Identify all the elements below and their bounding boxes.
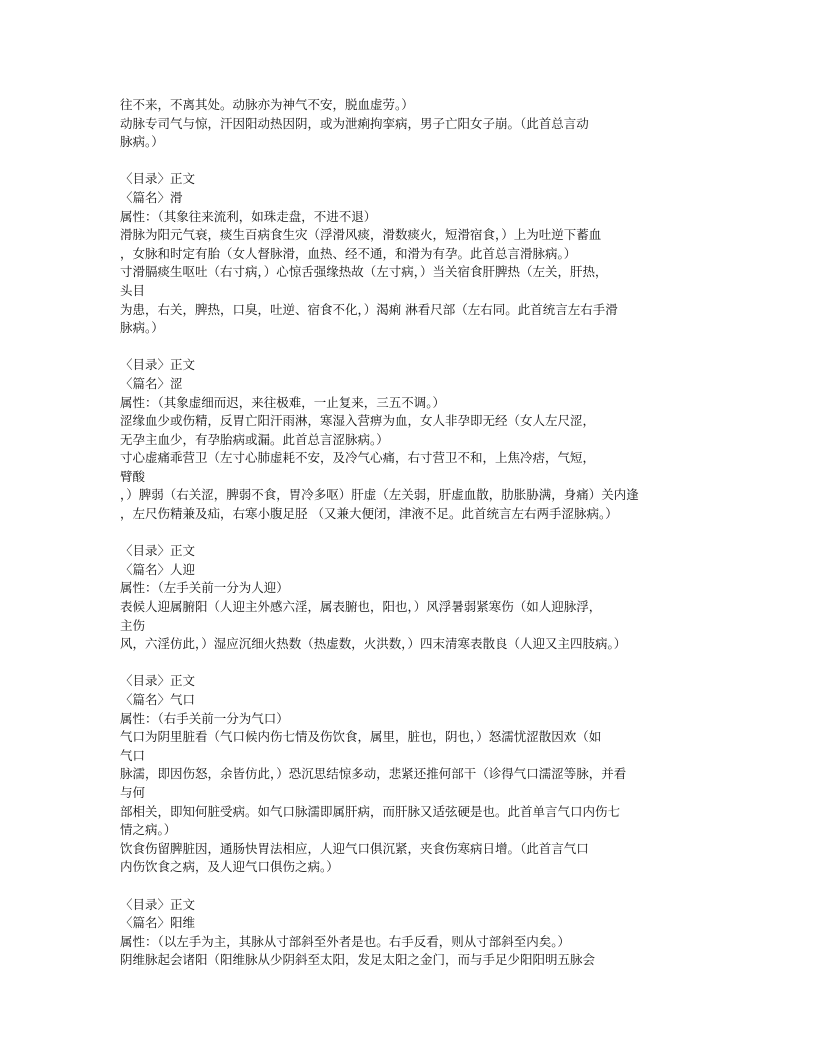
blank-line [120, 338, 700, 357]
text-line: 〈目录〉正文 [120, 357, 196, 373]
text-line: ，女脉和时定有胎（女人督脉滑，血热、经不通，和滑为有孕。此首总言滑脉病。） [120, 245, 577, 261]
text-line: 内伤饮食之病，及人迎气口俱伤之病。） [120, 859, 339, 875]
blank-line [120, 524, 700, 543]
blank-line [120, 654, 700, 673]
text-line: 〈目录〉正文 [120, 171, 196, 187]
text-line: 属性：（其象虚细而迟，来往极难，一止复来，三五不调。） [120, 394, 446, 410]
text-line: 〈篇名〉滑 [120, 189, 183, 205]
text-line: 头目 [120, 282, 146, 298]
blank-line [120, 877, 700, 896]
text-line: 情之病。） [120, 822, 177, 838]
text-line: 饮食伤留脾脏因，通肠快胃法相应，人迎气口俱沉紧，夹食伤寒病日增。（此首言气口 [120, 840, 589, 856]
text-line: 〈篇名〉人迎 [120, 561, 196, 577]
text-line: 主伤 [120, 617, 146, 633]
text-line: 阴维脉起会诸阳（阳维脉从少阴斜至太阳，发足太阳之金门，而与手足少阳阳明五脉会 [120, 952, 596, 968]
text-line: 〈目录〉正文 [120, 896, 196, 912]
text-line: 臂酸 [120, 468, 146, 484]
text-line: ，左尺伤精兼及疝，右寒小腹足胫 （又兼大便闭，津液不足。此首统言左右两手涩脉病。） [120, 506, 618, 522]
text-line: 气口为阴里脏看（气口候内伤七情及伤饮食，属里，脏也，阴也，）怒濡忧涩散因欢（如 [120, 729, 602, 745]
text-line: 〈目录〉正文 [120, 543, 196, 559]
text-line: 往不来，不离其处。动脉亦为神气不安，脱血虚劳。） [120, 97, 414, 112]
document-page [120, 96, 700, 970]
text-line: ，）脾弱（右关涩，脾弱不食，胃冷多呕）肝虚（左关弱，肝虚血散，肋胀胁满，身痛）关内逢 [120, 487, 639, 503]
text-line: 脉濡，即因伤怒，余皆仿此，）恐沉思结惊多动，悲紧还推何部干（诊得气口濡涩等脉，并看 [120, 766, 627, 782]
text-line: 滑脉为阳元气衰，痰生百病食生灾（浮滑风痰，滑数痰火，短滑宿食，）上为吐逆下蓄血 [120, 227, 602, 243]
text-line: 〈篇名〉气口 [120, 692, 196, 707]
text-line: 〈篇名〉涩 [120, 375, 183, 391]
text-line: 〈目录〉正文 [120, 673, 196, 689]
text-line: 无孕主血少，有孕胎病或漏。此首总言涩脉病。） [120, 431, 389, 447]
text-line: 寸心虚痛乖营卫（左寸心肺虚耗不安，及冷气心痛，右寸营卫不和，上焦冷痞，气短， [120, 450, 596, 466]
text-line: 属性：（以左手为主，其脉从寸部斜至外者是也。右手反看，则从寸部斜至内矣。） [120, 933, 571, 949]
text-line: 涩缘血少或伤精，反胃亡阳汗雨淋，寒湿入营痹为血，女人非孕即无经（女人左尺涩， [120, 413, 596, 429]
blank-line [120, 152, 700, 171]
text-line: 与何 [120, 784, 146, 800]
text-line: 属性：（其象往来流利，如珠走盘，不进不退） [120, 208, 377, 224]
text-line: 动脉专司气与惊，汗因阳动热因阴，或为泄痢拘挛病，男子亡阳女子崩。（此首总言动 [120, 115, 589, 131]
text-line: 为患，右关，脾热，口臭，吐逆、宿食不化，）渴痢 淋看尺部（左右同。此首统言左右手滑 [120, 301, 618, 317]
text-line: 脉病。） [120, 320, 164, 336]
text-line: 寸滑膈痰生呕吐（右寸病，）心惊舌强缘热故（左寸病，）当关宿食肝脾热（左关，肝热， [120, 264, 608, 280]
text-line: 属性：（右手关前一分为气口） [120, 710, 289, 726]
text-line: 风，六淫仿此，）湿应沉细火热数（热虚数，火洪数，）四末清寒表散良（人迎又主四肢病。） [120, 636, 627, 652]
text-line: 脉病。） [120, 134, 164, 150]
text-line: 气口 [120, 747, 146, 763]
text-line: 〈篇名〉阳维 [120, 915, 196, 931]
text-line: 部相关，即知何脏受病。如气口脉濡即属肝病，而肝脉又适弦硬是也。此首单言气口内伤七 [120, 803, 621, 819]
text-line: 表候人迎属腑阳（人迎主外感六淫，属表腑也，阳也，）风浮暑弱紧寒伤（如人迎脉浮， [120, 599, 602, 615]
text-line: 属性：（左手关前一分为人迎） [120, 580, 289, 596]
